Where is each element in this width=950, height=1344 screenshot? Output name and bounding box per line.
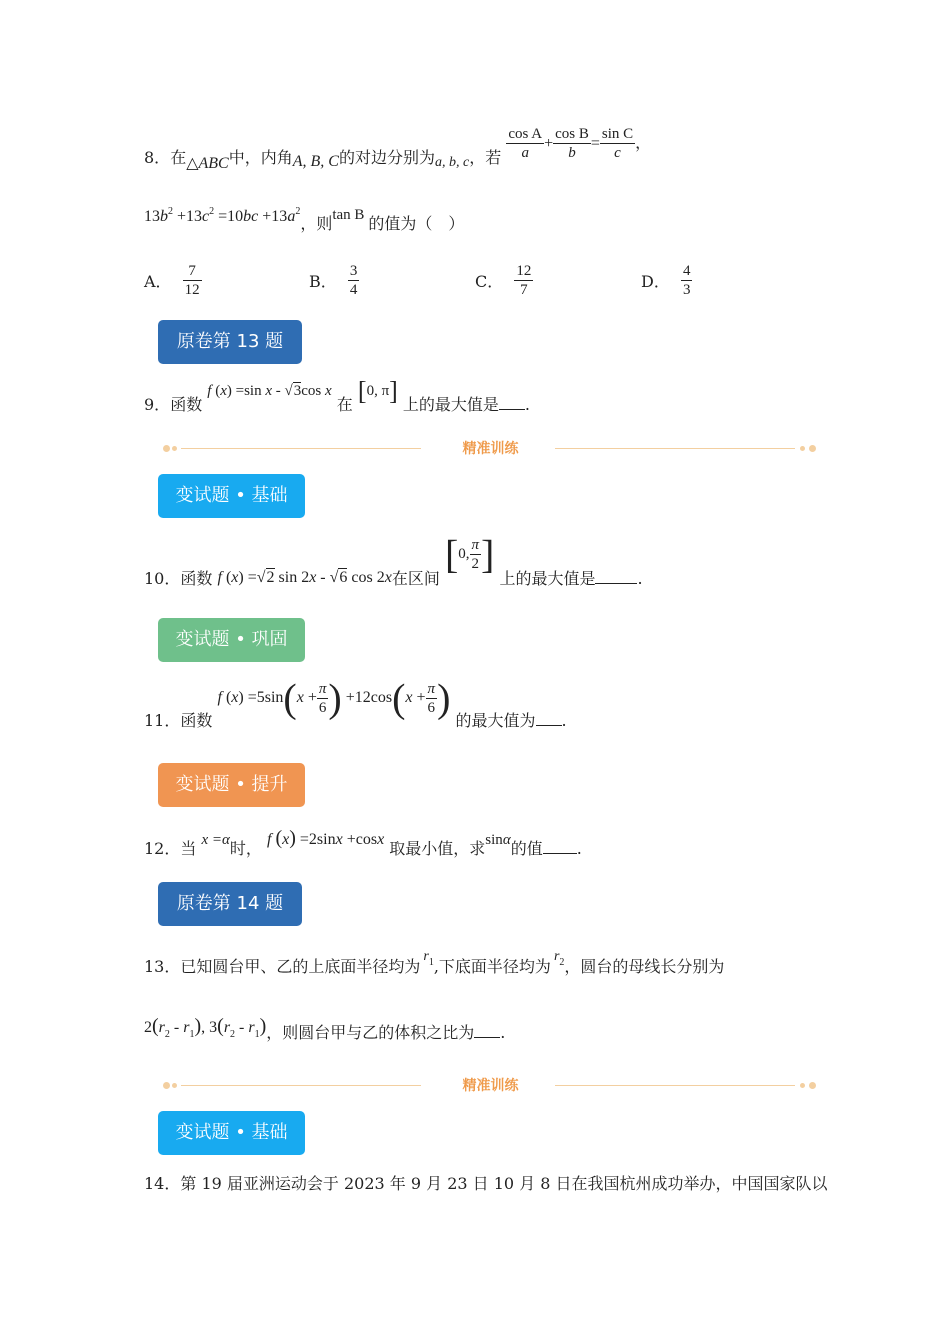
question-14: 14．第 19 届亚洲运动会于 2023 年 9 月 23 日 10 月 8 日在我国杭州成功举办，中国国家队以: [144, 1174, 828, 1193]
x-equals-alpha: x =α: [201, 832, 230, 848]
question-13-line2: $2(r_2 - r_1)$, $3(r_2 - r_1)$，则圆台甲与乙的体积之比为 .: [144, 1015, 506, 1042]
question-8-condition: $13b^2 +13c^2 =10bc +13a^2$，则tan B 的值为（ ）: [144, 206, 465, 233]
question-10: 10．函数 f (x) =√2 sin 2x - √6 cos 2x在区间 [0, $\frac{\pi}{2}$ ] 上的最大值是 .: [144, 531, 643, 588]
variant-basic-tag-2[interactable]: 变试题 • 基础: [158, 1111, 305, 1155]
option-a[interactable]: A． $\frac{7}{12}$: [144, 263, 200, 298]
option-b[interactable]: B． $\frac{3}{4}$: [309, 263, 358, 298]
sin-alpha: sinα: [485, 832, 511, 848]
question-13: 13．已知圆台甲、乙的上底面半径均为$r_1$,下底面半径均为$r_2$，圆台的母线长分别为: [144, 949, 725, 976]
interval-0-pi-2: [0, $\frac{\pi}{2}$ ]: [444, 531, 495, 577]
question-number: 8．: [144, 148, 171, 167]
option-c[interactable]: C． $\frac{12}{7}$: [475, 263, 532, 298]
original-question-14-tag[interactable]: 原卷第 14 题: [158, 882, 302, 926]
fraction-sinC-c: $\frac{\text{sin C}}{c}$: [601, 126, 634, 161]
function-expression: f (x) =5sin(x + $\frac{\pi}{6}$ ) +12cos(x + $\frac{\pi}{6}$ ): [217, 675, 451, 721]
section-divider: 精准训练: [163, 439, 818, 459]
function-expression: f (x) =√2 sin 2x - √6 cos 2x: [217, 568, 392, 586]
question-9: 9．函数 f (x) =sin x - √3cos x 在 [0, π] 上的最大值是 .: [144, 376, 531, 414]
variant-improve-tag[interactable]: 变试题 • 提升: [158, 763, 305, 807]
section-divider: 精准训练: [163, 1076, 818, 1096]
answer-blank[interactable]: [474, 1023, 500, 1038]
question-12: 12．当 x =α时， f (x) =2sinx +cosx 取最小值，求sinα的值 .: [144, 827, 582, 858]
answer-blank[interactable]: [543, 839, 577, 854]
question-8: 8．在△ABC中，内角A, B, C的对边分别为a, b, c，若 $\frac{\text{cos A}}{a}$ + $\frac{\text{cos B}}{b}$ = $\frac{\text{sin C}}{c}$ ，: [144, 126, 652, 172]
condition-equation: $13b^2 +13c^2 =10bc +13a^2$: [144, 206, 301, 225]
answer-blank[interactable]: [595, 569, 637, 584]
r1-symbol: $r_1$: [423, 949, 434, 968]
answer-blank[interactable]: [536, 711, 562, 726]
original-question-13-tag[interactable]: 原卷第 13 题: [158, 320, 302, 364]
interval-0-pi: [0, π]: [357, 376, 398, 406]
fraction-cosA-a: $\frac{\text{cos A}}{a}$: [508, 126, 543, 161]
answer-blank[interactable]: [499, 395, 525, 410]
fraction-cosB-b: $\frac{\text{cos B}}{b}$: [555, 126, 589, 161]
function-expression: f (x) =2sinx +cosx: [267, 827, 385, 849]
r2-symbol: $r_2$: [553, 949, 565, 968]
slant-heights: $2(r_2 - r_1)$, $3(r_2 - r_1)$: [144, 1015, 267, 1040]
question-11: 11．函数 f (x) =5sin(x + $\frac{\pi}{6}$ ) +12cos(x + $\frac{\pi}{6}$ ) 的最大值为 .: [144, 675, 567, 731]
variant-consolidate-tag[interactable]: 变试题 • 巩固: [158, 618, 305, 662]
function-expression: f (x) =sin x - √3cos x: [207, 383, 332, 399]
variant-basic-tag[interactable]: 变试题 • 基础: [158, 474, 305, 518]
option-d[interactable]: D． $\frac{4}{3}$: [641, 263, 691, 298]
